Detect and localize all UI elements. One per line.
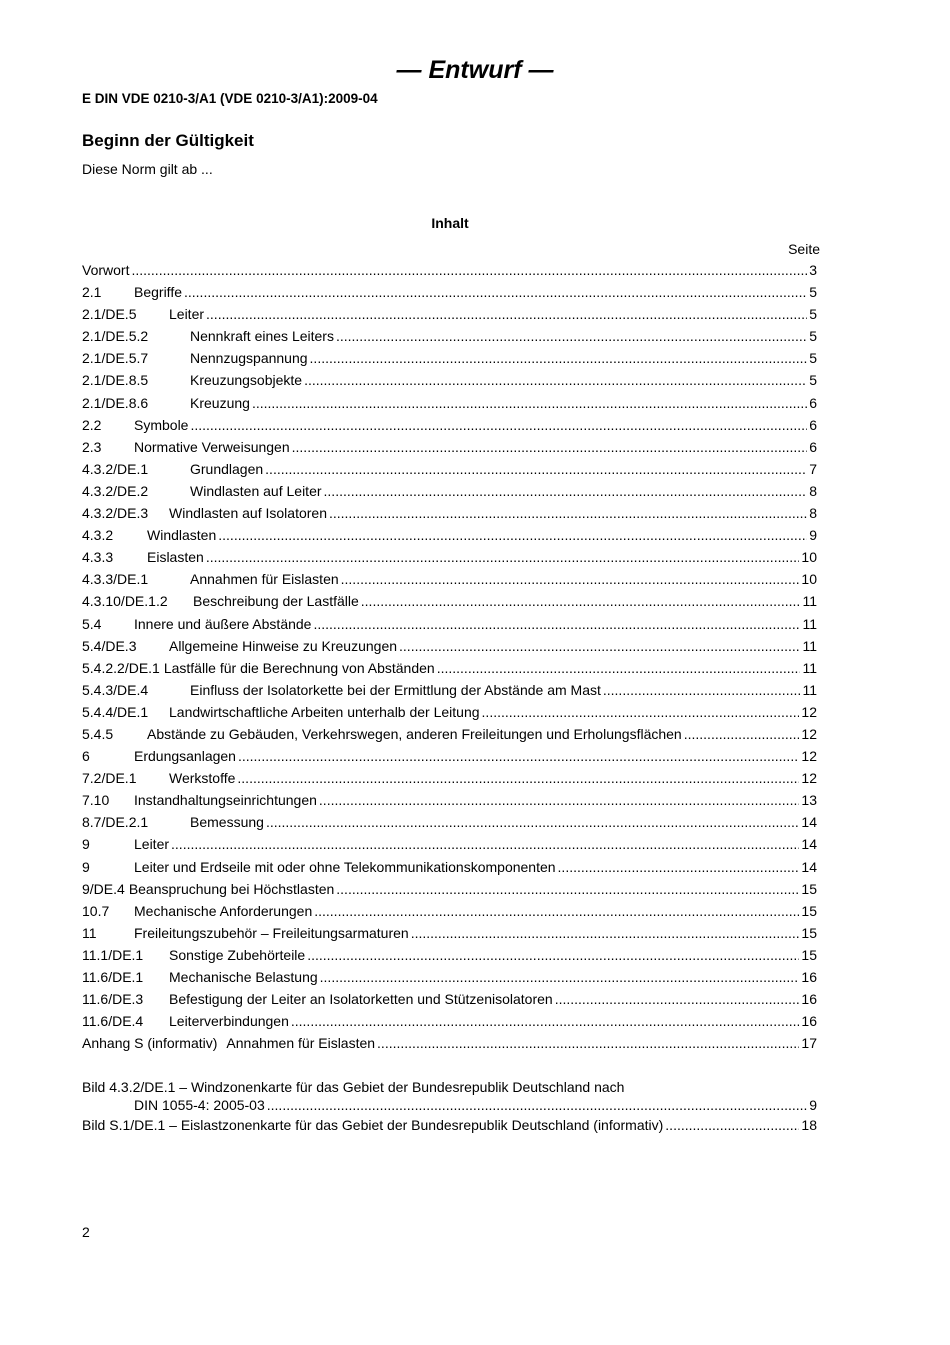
leader-dots: [377, 1035, 799, 1051]
toc-entry[interactable]: [82, 395, 817, 417]
toc-entry-title: Leiter: [134, 836, 170, 853]
toc-entry-number: 11.1/DE.1: [82, 946, 144, 963]
toc-entry-title: Freileitungszubehör – Freileitungsarmaturen: [134, 924, 409, 941]
toc-entry[interactable]: [82, 284, 817, 306]
toc-entry-title: Leiter: [169, 306, 205, 323]
leader-dots: [684, 726, 800, 742]
toc-entry-page: 12: [801, 770, 817, 787]
toc-entry[interactable]: [82, 770, 817, 792]
toc-entry-title: Innere und äußere Abstände: [134, 615, 312, 632]
toc-entry-number: 5.4.3/DE.4: [82, 681, 149, 698]
toc-entry-number: 6: [82, 748, 90, 765]
leader-dots: [324, 483, 808, 499]
toc-entry-page: 3: [809, 262, 817, 278]
figure-entry-1-line2: [82, 1097, 817, 1117]
toc-entry[interactable]: [82, 814, 817, 836]
toc-entry-page: 12: [801, 748, 817, 765]
toc-entry-title: Nennzugspannung: [190, 350, 308, 367]
figure-entry-1-line1: Bild 4.3.2/DE.1 – Windzonenkarte für das Gebiet der Bundesrepublik Deutschland nach: [82, 1079, 625, 1095]
document-id: E DIN VDE 0210-3/A1 (VDE 0210-3/A1):2009-04: [82, 91, 378, 106]
toc-title: Inhalt: [431, 215, 469, 231]
leader-dots: [292, 439, 808, 455]
toc-entry-number: 5.4.5: [82, 725, 114, 742]
toc-entry-page: 15: [801, 902, 817, 919]
toc-entry-number: 4.3.2/DE.3: [82, 505, 149, 522]
toc-entry-title: Beschreibung der Lastfälle: [193, 593, 359, 610]
toc-entry-page: 14: [801, 858, 817, 875]
toc-entry-title: Begriffe: [134, 284, 182, 301]
toc-entry[interactable]: [82, 1013, 817, 1035]
toc-entry[interactable]: [82, 991, 817, 1013]
leader-dots: [482, 704, 800, 720]
toc-entry-page: 16: [801, 1013, 817, 1030]
toc-entry[interactable]: [82, 903, 817, 925]
toc-entry-number: 2.1/DE.5.2: [82, 328, 149, 345]
toc-entry-title: Lastfälle für die Berechnung von Abständen: [163, 659, 435, 676]
leader-dots: [266, 814, 799, 830]
leader-dots: [206, 306, 807, 322]
toc-entry-number: 8.7/DE.2.1: [82, 814, 149, 831]
toc-entry-page: 6: [809, 416, 817, 433]
toc-entry[interactable]: [82, 461, 817, 483]
leader-dots: [238, 748, 799, 764]
toc-entry-page: 17: [801, 1035, 817, 1052]
toc-entry-page: 11: [802, 659, 817, 676]
toc-entry-title: Instandhaltungseinrichtungen: [134, 792, 317, 809]
toc-page-label: Seite: [788, 241, 820, 257]
toc-entry-title: Mechanische Anforderungen: [134, 902, 313, 919]
toc-entry-page: 13: [801, 792, 817, 809]
toc-entry-number: 11.6/DE.3: [82, 991, 144, 1008]
toc-entry-number: 5.4: [82, 615, 102, 632]
toc-entry-title: Grundlagen: [190, 460, 264, 477]
toc-entry-number: 2.1/DE.8.6: [82, 394, 149, 411]
page-number: 2: [82, 1224, 90, 1240]
toc-entry[interactable]: [82, 571, 817, 593]
leader-dots: [320, 969, 800, 985]
toc-entry-number: Vorwort: [82, 262, 130, 278]
toc-entry[interactable]: [82, 925, 817, 947]
leader-dots: [291, 1013, 800, 1029]
leader-dots: [399, 638, 800, 654]
toc-entry-page: 16: [801, 969, 817, 985]
toc-entry-title: Mechanische Belastung: [169, 969, 318, 985]
toc-entry-page: 11: [802, 615, 817, 632]
toc-entry-title: Eislasten: [147, 549, 204, 566]
toc-entry-title: Beanspruchung bei Höchstlasten: [128, 880, 335, 897]
toc-entry-number: 2.2: [82, 416, 102, 433]
toc-entry-title: Sonstige Zubehörteile: [169, 946, 306, 963]
toc-entry-number: 2.1/DE.8.5: [82, 372, 149, 389]
leader-dots: [411, 925, 800, 941]
toc-entry-number: 9: [82, 836, 90, 853]
validity-heading: Beginn der Gültigkeit: [82, 131, 254, 150]
draft-label: — Entwurf —: [396, 56, 554, 84]
toc-entry[interactable]: [82, 328, 817, 350]
toc-entry-number: Anhang S (informativ): [82, 1035, 218, 1052]
toc-entry[interactable]: [82, 262, 817, 284]
leader-dots: [218, 527, 807, 543]
toc-entry-title: Windlasten auf Leiter: [190, 482, 322, 499]
toc-entry-page: 5: [809, 350, 817, 367]
toc-entry-number: 11: [82, 924, 97, 941]
toc-entry-title: Werkstoffe: [169, 770, 236, 787]
toc-entry-page: 12: [801, 703, 817, 720]
toc-entry[interactable]: [82, 638, 817, 660]
toc-entry-page: 16: [801, 991, 817, 1008]
leader-dots: [555, 991, 800, 1007]
toc-entry-title: Leiter und Erdseile mit oder ohne Telekommunikationskomponenten: [134, 858, 556, 875]
toc-entry[interactable]: [82, 881, 817, 903]
toc-entry[interactable]: [82, 836, 817, 858]
leader-dots: [171, 836, 799, 852]
toc-entry-page: 5: [809, 284, 817, 301]
toc-entry-title: Windlasten: [147, 527, 217, 544]
toc-entry[interactable]: [82, 417, 817, 439]
leader-dots: [665, 1117, 799, 1133]
toc-entry-page: 12: [801, 725, 817, 742]
leader-dots: [267, 1097, 807, 1113]
toc-entry[interactable]: [82, 593, 817, 615]
toc-entry[interactable]: [82, 350, 817, 372]
toc-entry-title: Bemessung: [190, 814, 264, 831]
toc-entry-page: 11: [802, 637, 817, 654]
toc-entry-number: 11.6/DE.4: [82, 1013, 144, 1030]
toc-entry[interactable]: [82, 505, 817, 527]
toc-entry-title: Annahmen für Eislasten: [190, 571, 339, 588]
toc-entry-number: 7.10: [82, 792, 110, 809]
toc-entry[interactable]: [82, 439, 817, 461]
leader-dots: [336, 328, 807, 344]
leader-dots: [361, 593, 801, 609]
toc-entry-page: 6: [809, 438, 817, 455]
leader-dots: [329, 505, 807, 521]
leader-dots: [237, 770, 799, 786]
toc-entry-title: Annahmen für Eislasten: [226, 1035, 376, 1052]
figure-entry-1-title: DIN 1055-4: 2005-03: [134, 1097, 265, 1113]
toc-entry[interactable]: [82, 947, 817, 969]
leader-dots: [341, 571, 800, 587]
toc-entry[interactable]: [82, 483, 817, 505]
toc-entry-page: 8: [809, 505, 817, 522]
leader-dots: [310, 350, 808, 366]
toc-entry[interactable]: [82, 306, 817, 328]
toc-entry-number: 11.6/DE.1: [82, 969, 144, 985]
toc-entry-number: 5.4/DE.3: [82, 637, 137, 654]
toc-entry-number: 10.7: [82, 902, 110, 919]
leader-dots: [558, 859, 800, 875]
toc-entry-title: Symbole: [134, 416, 189, 433]
leader-dots: [265, 461, 807, 477]
leader-dots: [184, 284, 807, 300]
toc-entry-title: Leiterverbindungen: [169, 1013, 289, 1030]
toc-entry-page: 11: [802, 593, 817, 610]
leader-dots: [304, 372, 807, 388]
toc-entry[interactable]: [82, 1035, 817, 1057]
leader-dots: [190, 417, 807, 433]
leader-dots: [319, 792, 800, 808]
leader-dots: [206, 549, 800, 565]
toc-entry[interactable]: [82, 969, 817, 991]
toc-entry-number: 9/DE.4: [82, 880, 125, 897]
toc-entry[interactable]: [82, 660, 817, 682]
leader-dots: [437, 660, 801, 676]
figure-entry-2-page: 18: [801, 1117, 817, 1133]
toc-entry-page: 7: [809, 460, 817, 477]
toc-entry-page: 8: [809, 482, 817, 499]
toc-entry-number: 2.1: [82, 284, 102, 301]
toc-entry[interactable]: [82, 527, 817, 549]
toc-entry[interactable]: [82, 704, 817, 726]
toc-entry-number: 5.4.2.2/DE.1: [82, 659, 160, 676]
figure-entry-2-title: Bild S.1/DE.1 – Eislastzonenkarte für das Gebiet der Bundesrepublik Deutschland (informativ): [82, 1117, 664, 1133]
toc-entry-page: 5: [809, 306, 817, 323]
toc-entry-number: 2.1/DE.5: [82, 306, 137, 323]
leader-dots: [307, 947, 799, 963]
toc-entry-number: 4.3.10/DE.1.2: [82, 593, 168, 610]
toc-entry-page: 15: [801, 924, 817, 941]
toc-entry[interactable]: [82, 682, 817, 704]
leader-dots: [313, 616, 800, 632]
table-of-contents: [82, 262, 817, 1057]
toc-entry-title: Erdungsanlagen: [134, 748, 236, 765]
leader-dots: [252, 395, 807, 411]
toc-entry-number: 9: [82, 858, 90, 875]
toc-entry-page: 14: [801, 836, 817, 853]
toc-entry[interactable]: [82, 726, 817, 748]
toc-entry[interactable]: [82, 616, 817, 638]
toc-entry-page: 14: [801, 814, 817, 831]
toc-entry-title: Befestigung der Leiter an Isolatorketten und Stützenisolatoren: [169, 991, 553, 1008]
toc-entry-number: 4.3.2/DE.1: [82, 460, 149, 477]
leader-dots: [336, 881, 799, 897]
toc-entry-title: Normative Verweisungen: [134, 438, 290, 455]
figure-list: [82, 1079, 817, 1137]
toc-entry-page: 6: [809, 394, 817, 411]
toc-entry[interactable]: [82, 549, 817, 571]
toc-entry-title: Kreuzungsobjekte: [190, 372, 303, 389]
toc-entry-title: Kreuzung: [190, 394, 250, 411]
toc-entry-number: 2.3: [82, 438, 102, 455]
leader-dots: [314, 903, 799, 919]
leader-dots: [603, 682, 801, 698]
toc-entry-page: 10: [801, 549, 817, 566]
validity-text: Diese Norm gilt ab ...: [82, 161, 213, 177]
leader-dots: [131, 262, 807, 278]
toc-entry-page: 15: [801, 946, 817, 963]
toc-entry-page: 15: [801, 880, 817, 897]
toc-entry-page: 10: [801, 571, 817, 588]
toc-entry-title: Nennkraft eines Leiters: [190, 328, 334, 345]
toc-entry-number: 5.4.4/DE.1: [82, 703, 149, 720]
toc-entry[interactable]: [82, 372, 817, 394]
toc-entry-number: 2.1/DE.5.7: [82, 350, 149, 367]
toc-entry-title: Landwirtschaftliche Arbeiten unterhalb der Leitung: [169, 703, 480, 720]
figure-entry-1-page: 9: [809, 1097, 817, 1113]
toc-entry-page: 9: [809, 527, 817, 544]
toc-entry-page: 5: [809, 372, 817, 389]
toc-entry[interactable]: [82, 859, 817, 881]
toc-entry-title: Allgemeine Hinweise zu Kreuzungen: [169, 637, 398, 654]
figure-entry-2: [82, 1117, 817, 1137]
toc-entry-number: 4.3.3: [82, 549, 114, 566]
toc-entry[interactable]: [82, 792, 817, 814]
toc-entry-number: 4.3.3/DE.1: [82, 571, 149, 588]
toc-entry-number: 7.2/DE.1: [82, 770, 137, 787]
toc-entry-page: 11: [802, 681, 817, 698]
toc-entry-title: Windlasten auf Isolatoren: [169, 505, 327, 522]
toc-entry-number: 4.3.2/DE.2: [82, 482, 149, 499]
toc-entry-title: Abstände zu Gebäuden, Verkehrswegen, anderen Freileitungen und Erholungsflächen: [147, 725, 682, 742]
toc-entry-page: 5: [809, 328, 817, 345]
toc-entry-title: Einfluss der Isolatorkette bei der Ermittlung der Abstände am Mast: [190, 681, 601, 698]
toc-entry[interactable]: [82, 748, 817, 770]
toc-entry-number: 4.3.2: [82, 527, 114, 544]
